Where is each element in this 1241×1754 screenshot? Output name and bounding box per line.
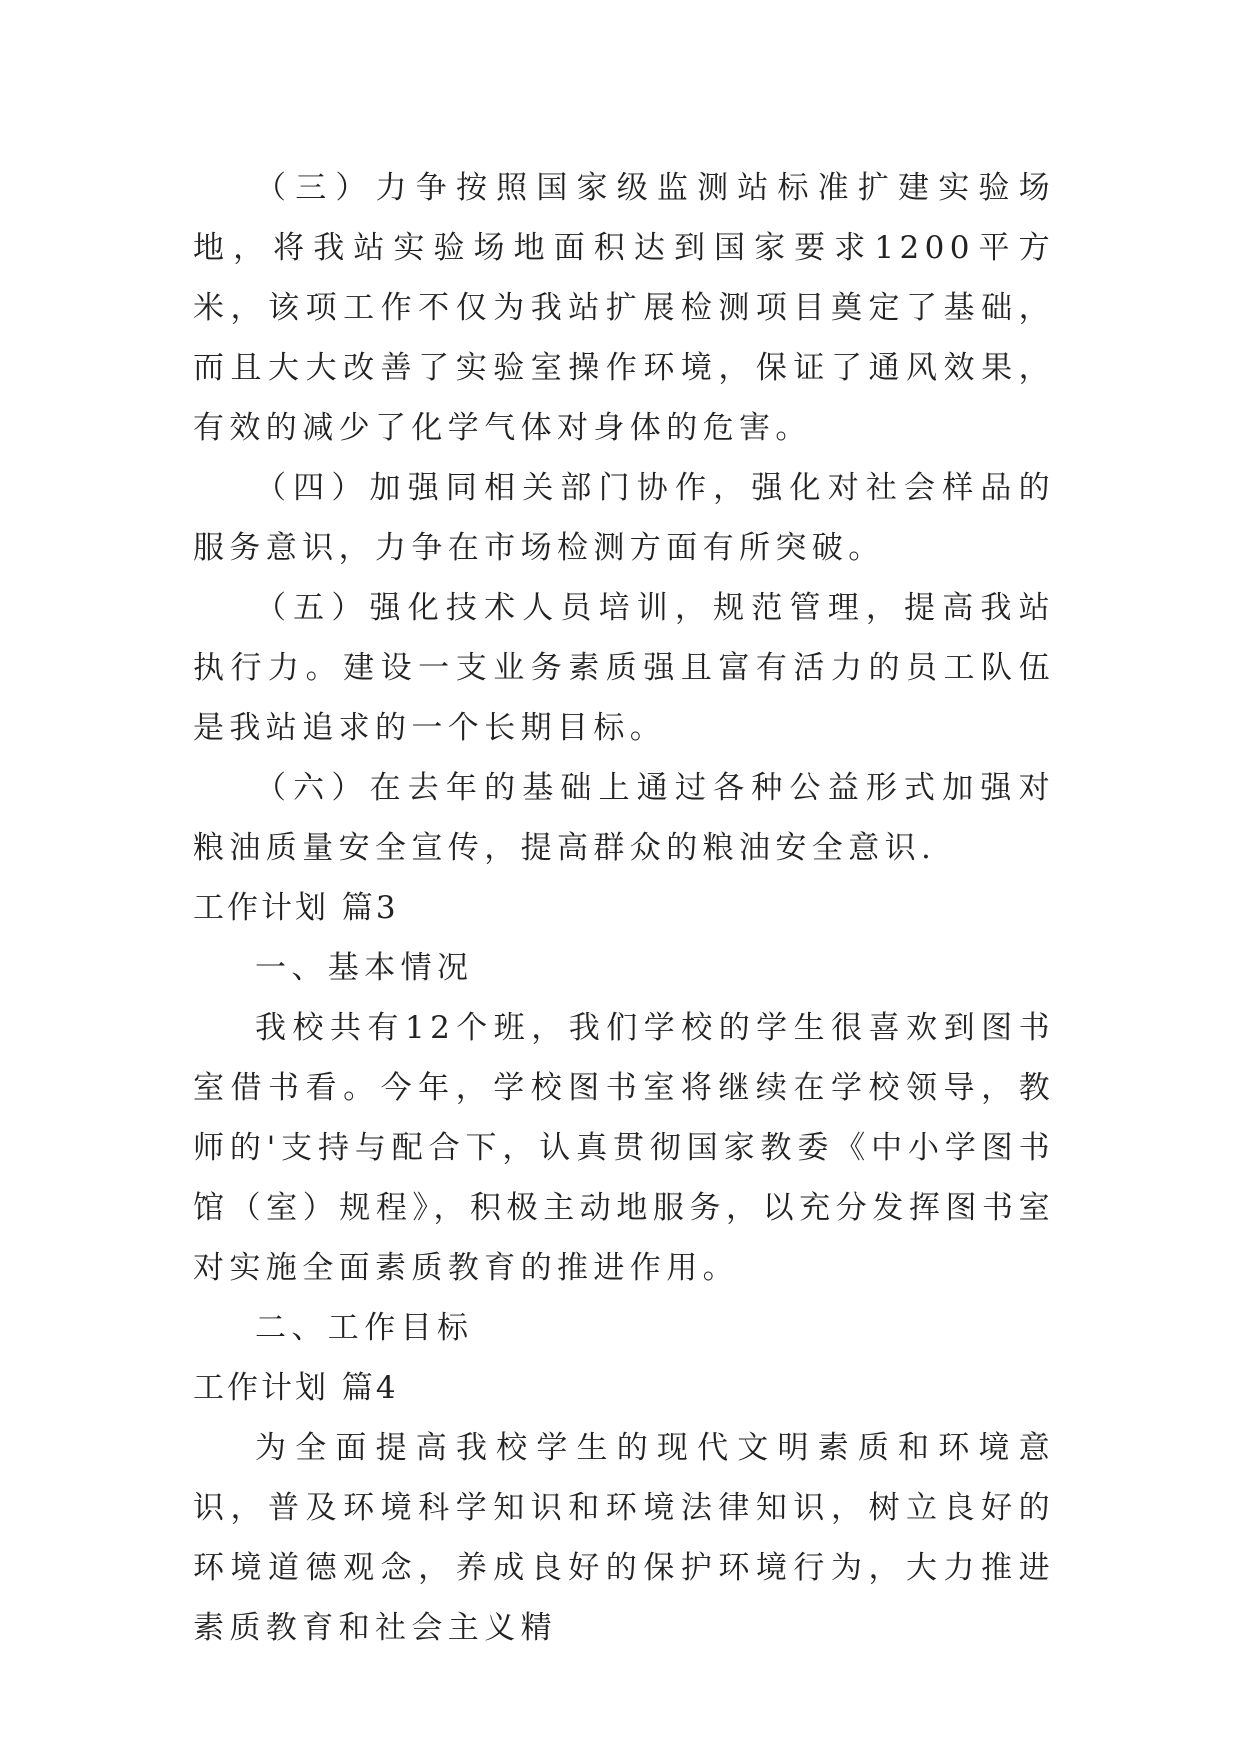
paragraph-item-5: （五）强化技术人员培训，规范管理，提高我站执行力。建设一支业务素质强且富有活力的员工队伍是我站追求的一个长期目标。 [193, 590, 1055, 746]
subheading-basic-situation: 一、基本情况 [255, 950, 474, 986]
subheading-work-goals: 二、工作目标 [255, 1310, 474, 1346]
paragraph-library-intro: 我校共有12个班，我们学校的学生很喜欢到图书室借书看。今年，学校图书室将继续在学校领导，教师的'支持与配合下，认真贯彻国家教委《中小学图书馆（室）规程》，积极主动地服务，以充分发挥图书室对实施全面素质教育的推进作用。 [193, 1010, 1055, 1286]
section-heading-plan-3: 工作计划 篇3 [193, 890, 399, 926]
section-heading-plan-4: 工作计划 篇4 [193, 1370, 399, 1406]
paragraph-item-4: （四）加强同相关部门协作，强化对社会样品的服务意识，力争在市场检测方面有所突破。 [193, 470, 1055, 566]
paragraph-item-3: （三）力争按照国家级监测站标准扩建实验场地，将我站实验场地面积达到国家要求1200平方米，该项工作不仅为我站扩展检测项目奠定了基础，而且大大改善了实验室操作环境，保证了通风效果，有效的减少了化学气体对身体的危害。 [193, 170, 1055, 446]
document-body [193, 158, 1055, 1658]
paragraph-environment-education: 为全面提高我校学生的现代文明素质和环境意识，普及环境科学知识和环境法律知识，树立良好的环境道德观念，养成良好的保护环境行为，大力推进素质教育和社会主义精 [193, 1430, 1055, 1646]
paragraph-item-6: （六）在去年的基础上通过各种公益形式加强对粮油质量安全宣传，提高群众的粮油安全意识. [193, 770, 1055, 866]
